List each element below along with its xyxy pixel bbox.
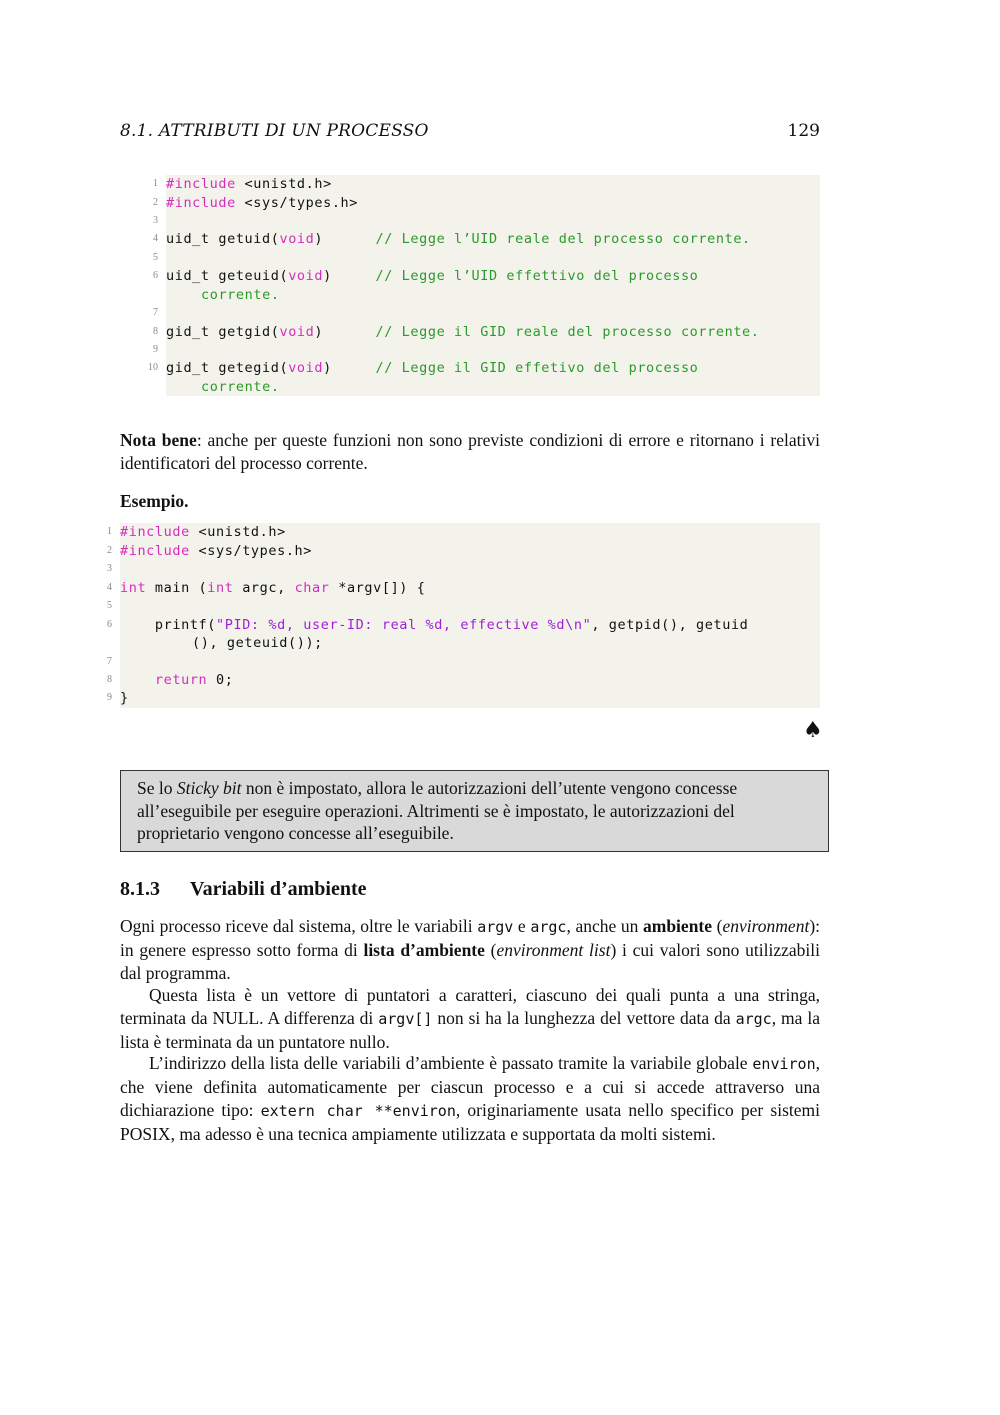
code-text: ) xyxy=(314,231,376,247)
text: ( xyxy=(484,940,497,960)
nota-bene-label: Nota bene xyxy=(120,430,197,450)
line-number: 9 xyxy=(153,344,158,355)
section-number: 8.1.3 xyxy=(120,878,160,900)
code-comment: // Legge il GID reale del processo corrente. xyxy=(375,324,760,340)
code-text: argc, xyxy=(233,580,295,596)
code-line xyxy=(166,194,820,212)
inline-code: argv xyxy=(477,918,514,936)
note-text: non è impostato, allora le autorizzazioni dell’utente vengono concesse all’eseguibile per eseguire operazioni. Altrimenti se è impostato, le autorizzazioni del proprietario vengono concesse all’eseguibile. xyxy=(137,778,738,843)
text: , anche un xyxy=(566,916,643,936)
text: ) i cui valori sono utilizzabili dal programma. xyxy=(120,940,820,983)
code-text: uid_t getuid( xyxy=(166,231,280,247)
code-keyword: void xyxy=(279,324,315,340)
code-line xyxy=(166,267,820,285)
inline-code: argc xyxy=(735,1010,772,1028)
line-number: 7 xyxy=(153,307,158,318)
bold-term: ambiente xyxy=(643,916,713,936)
code-text: printf( xyxy=(120,617,217,633)
text: ): in genere espresso sotto forma di xyxy=(120,916,821,960)
running-header: 8.1. ATTRIBUTI DI UN PROCESSO xyxy=(120,121,429,141)
code-comment-continuation: corrente. xyxy=(201,379,280,395)
code-text xyxy=(120,672,155,688)
code-text: 0; xyxy=(207,672,234,688)
code-line xyxy=(120,579,820,597)
inline-code: argc xyxy=(530,918,567,936)
code-text: gid_t getgid( xyxy=(166,324,280,340)
code-block-1 xyxy=(166,175,820,396)
code-keyword: #include xyxy=(120,524,190,540)
text: non si ha la lunghezza del vettore data da xyxy=(432,1008,736,1028)
line-number: 8 xyxy=(107,674,112,685)
code-text: , getpid(), getuid xyxy=(591,617,749,633)
code-keyword: void xyxy=(288,268,324,284)
line-number: 6 xyxy=(107,619,112,630)
code-comment: // Legge il GID effetivo del processo xyxy=(375,360,699,376)
line-number: 7 xyxy=(107,656,112,667)
code-keyword: #include xyxy=(166,195,236,211)
code-line: } xyxy=(120,690,129,706)
text: L’indirizzo della lista delle variabili d’ambiente è passato tramite la variabile globale xyxy=(149,1053,753,1073)
text: , originariamente usata nello specifico per sistemi POSIX, ma adesso è una tecnica ampiamente utilizzata e supportata da molti sistemi. xyxy=(120,1100,820,1144)
text: ( xyxy=(712,916,723,936)
inline-code: environ xyxy=(752,1055,816,1073)
code-text: uid_t geteuid( xyxy=(166,268,289,284)
code-comment: // Legge l’UID effettivo del processo xyxy=(375,268,699,284)
code-text: <sys/types.h> xyxy=(189,543,313,559)
code-keyword: char xyxy=(294,580,330,596)
paragraph-3 xyxy=(120,1052,820,1146)
code-comment-continuation: corrente. xyxy=(201,287,280,303)
line-number: 5 xyxy=(107,600,112,611)
paragraph-1 xyxy=(120,915,820,985)
line-number: 5 xyxy=(153,252,158,263)
code-block-2 xyxy=(120,523,820,708)
code-text: <unistd.h> xyxy=(235,176,332,192)
code-keyword: #include xyxy=(120,543,190,559)
code-line xyxy=(120,523,820,541)
section-heading xyxy=(120,878,367,901)
inline-code: extern char **environ xyxy=(260,1102,456,1120)
line-number: 3 xyxy=(153,215,158,226)
code-line xyxy=(120,616,820,634)
sticky-bit-note-box xyxy=(120,770,829,852)
text: Questa lista è un vettore di puntatori a caratteri, ciascuno dei quali punta a una stringa, terminata da NULL. A differenza di xyxy=(120,985,820,1028)
note-italic: Sticky bit xyxy=(176,778,242,798)
line-number: 8 xyxy=(153,326,158,337)
code-text: ) xyxy=(314,324,376,340)
code-text: *argv[]) { xyxy=(329,580,426,596)
code-comment: // Legge l’UID reale del processo corrente. xyxy=(375,231,751,247)
section-title: Variabili d’ambiente xyxy=(190,878,367,900)
code-keyword: void xyxy=(279,231,315,247)
code-line xyxy=(166,323,820,341)
code-text: main ( xyxy=(146,580,208,596)
text: , ma la lista è terminata da un puntatore nullo. xyxy=(120,1008,820,1052)
code-text: <unistd.h> xyxy=(189,524,286,540)
code-keyword: int xyxy=(120,580,147,596)
line-number: 4 xyxy=(107,582,112,593)
code-keyword: #include xyxy=(166,176,236,192)
code-keyword: return xyxy=(154,672,208,688)
code-line xyxy=(166,175,820,193)
paragraph-2 xyxy=(120,984,820,1054)
line-number: 10 xyxy=(148,362,158,373)
code-line xyxy=(166,230,820,248)
line-number: 2 xyxy=(107,545,112,556)
code-text: ) xyxy=(323,268,376,284)
page-number: 129 xyxy=(787,121,820,141)
nota-bene-paragraph xyxy=(120,429,820,475)
line-number: 3 xyxy=(107,563,112,574)
code-line xyxy=(166,359,820,377)
italic-term: environment xyxy=(722,916,810,936)
inline-code: argv[] xyxy=(378,1010,433,1028)
code-text: <sys/types.h> xyxy=(235,195,359,211)
esempio-label: Esempio. xyxy=(120,491,189,511)
line-number: 6 xyxy=(153,270,158,281)
code-keyword: int xyxy=(207,580,234,596)
code-text: gid_t getegid( xyxy=(166,360,289,376)
italic-term: environment list xyxy=(496,940,611,960)
code-text: ) xyxy=(323,360,376,376)
nota-bene-text: : anche per queste funzioni non sono previste condizioni di errore e ritornano i relativi identificatori del processo corrente. xyxy=(120,430,820,473)
line-number: 1 xyxy=(107,526,112,537)
line-number: 4 xyxy=(153,233,158,244)
text: e xyxy=(513,916,531,936)
code-line xyxy=(120,542,820,560)
note-text: Se lo xyxy=(137,778,177,798)
code-string: "PID: %d, user-ID: real %d, effective %d\n" xyxy=(216,617,592,633)
code-line xyxy=(120,671,820,689)
line-number: 9 xyxy=(107,692,112,703)
bold-term: lista d’ambiente xyxy=(363,940,485,960)
line-number: 1 xyxy=(153,178,158,189)
line-number: 2 xyxy=(153,197,158,208)
code-keyword: void xyxy=(288,360,324,376)
spade-icon: ♠ xyxy=(803,718,823,743)
text: Ogni processo riceve dal sistema, oltre le variabili xyxy=(120,916,478,936)
text: , che viene definita automaticamente per ciascun processo e a cui si accede attraverso una dichiarazione tipo: xyxy=(120,1053,820,1120)
code-continuation: (), geteuid()); xyxy=(192,635,323,651)
